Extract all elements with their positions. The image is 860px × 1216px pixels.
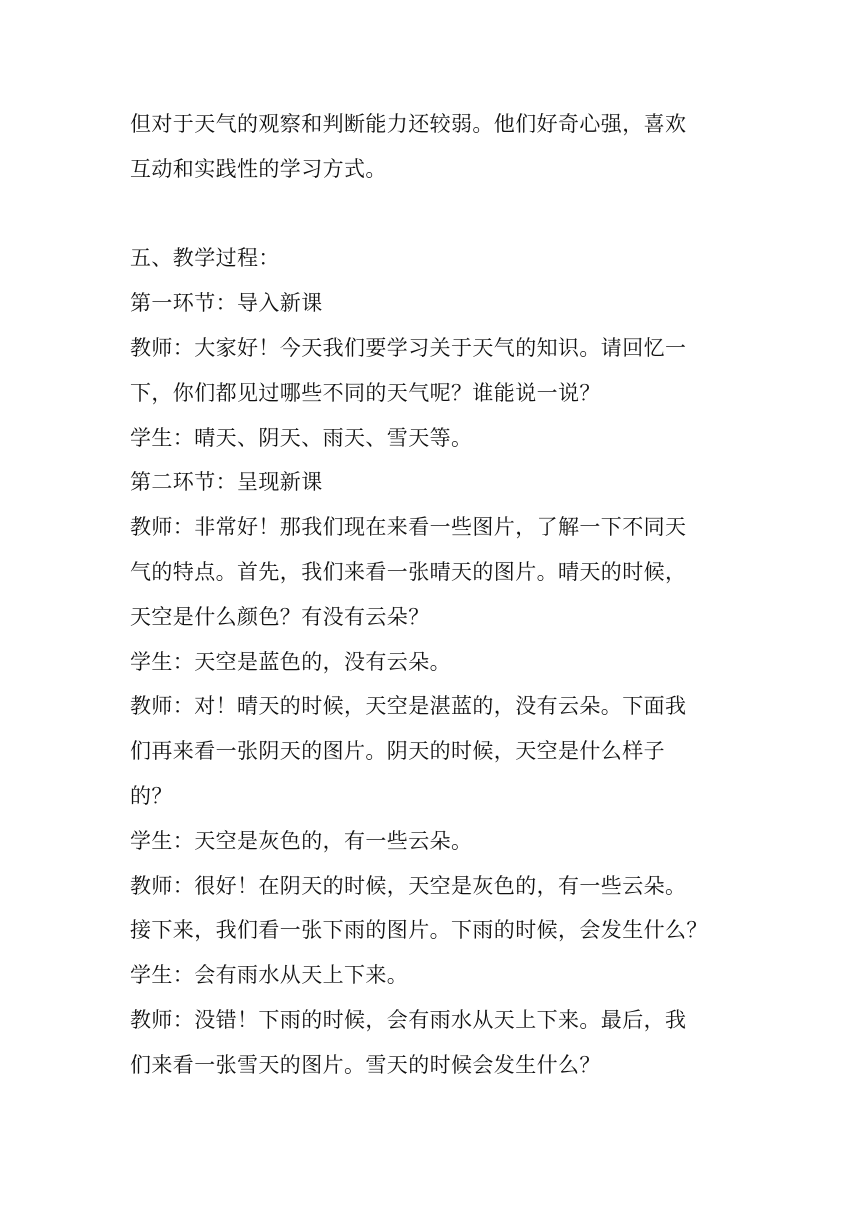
text-line: 们来看一张雪天的图片。雪天的时候会发生什么？ (130, 1052, 601, 1077)
text-line: 教师：很好！在阴天的时候，天空是灰色的，有一些云朵。 (130, 873, 687, 898)
text-line: 下，你们都见过哪些不同的天气呢？谁能说一说？ (130, 380, 601, 405)
section-heading: 五、教学过程： (130, 246, 280, 271)
text-line: 教师：大家好！今天我们要学习关于天气的知识。请回忆一 (130, 335, 687, 360)
text-line: 教师：没错！下雨的时候，会有雨水从天上下来。最后，我 (130, 1007, 687, 1032)
document-body (130, 102, 750, 1088)
text-line: 气的特点。首先，我们来看一张晴天的图片。晴天的时候， (130, 559, 687, 584)
text-line: 但对于天气的观察和判断能力还较弱。他们好奇心强，喜欢 (130, 112, 687, 136)
text-line: 互动和实践性的学习方式。 (130, 156, 387, 181)
subsection-heading: 第二环节：呈现新课 (130, 470, 323, 495)
paragraph-gap (130, 192, 750, 237)
text-line: 学生：天空是蓝色的，没有云朵。 (130, 649, 451, 674)
text-line: 学生：晴天、阴天、雨天、雪天等。 (130, 425, 473, 450)
text-line: 的？ (130, 783, 173, 808)
text-line: 教师：非常好！那我们现在来看一些图片，了解一下不同天 (130, 515, 687, 540)
text-line: 们再来看一张阴天的图片。阴天的时候，天空是什么样子 (130, 739, 665, 764)
text-line: 教师：对！晴天的时候，天空是湛蓝的，没有云朵。下面我 (130, 694, 687, 719)
subsection-heading: 第一环节：导入新课 (130, 291, 323, 316)
text-line: 接下来，我们看一张下雨的图片。下雨的时候，会发生什么？ (130, 918, 708, 943)
text-line: 学生：会有雨水从天上下来。 (130, 963, 409, 988)
text-line: 学生：天空是灰色的，有一些云朵。 (130, 828, 473, 853)
text-line: 天空是什么颜色？有没有云朵？ (130, 604, 430, 629)
